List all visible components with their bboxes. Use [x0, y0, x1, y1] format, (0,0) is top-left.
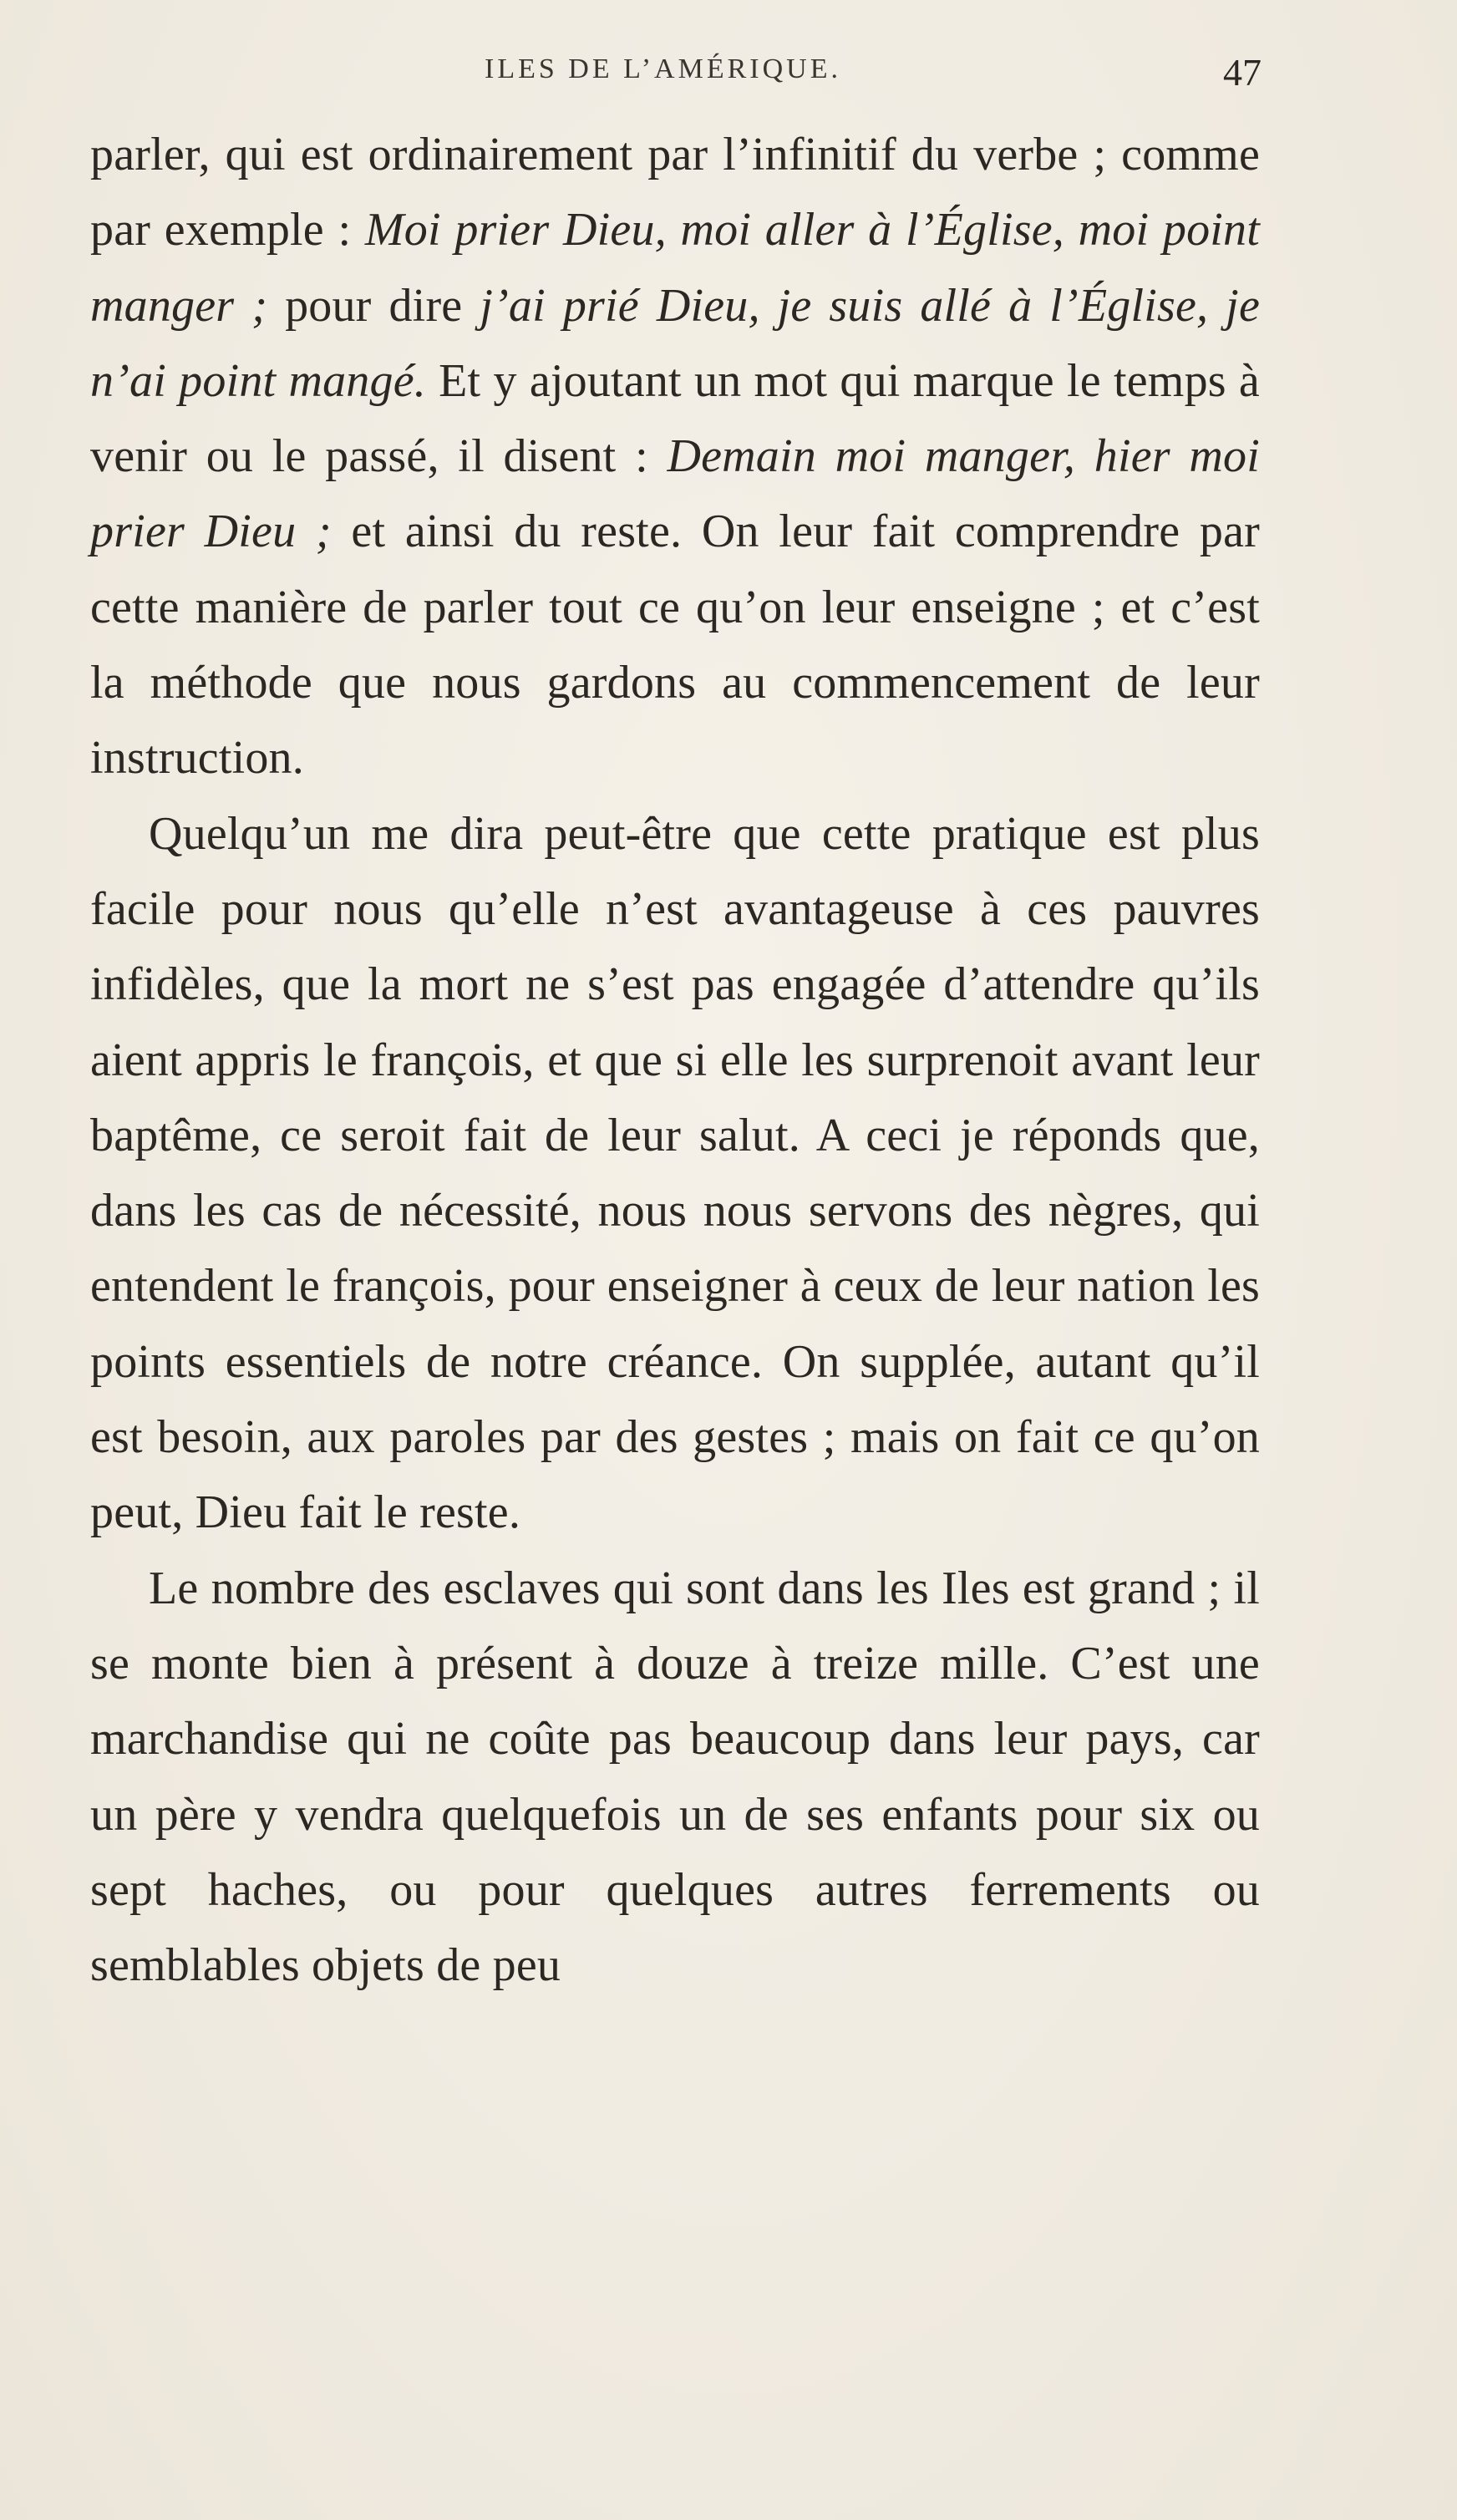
text-segment: Quelqu’un me dira peut-être que cette pratique est plus facile pour nous qu’elle n’est avantageuse à ces pauvres infidèles, que la mort ne s’est pas engagée d’attendre qu’ils aient appris le françois, et que si elle les surprenoit avant leur baptême, ce seroit fait de leur salut. A ceci je réponds que, dans les cas de nécessité, nous nous servons des nègres, qui entendent le françois, pour enseigner à ceux de leur nation les points essentiels de notre créance. On supplée, autant qu’il est besoin, aux paroles par des gestes ; mais on fait ce qu’on peut, Dieu fait le reste.: [90, 807, 1260, 1539]
text-segment: parler, qui est ordinairement par l’infinitif du verbe ; comme par exemple :: [90, 129, 1260, 257]
italic-segment: j’ai prié Dieu, je suis allé à l’Église, je n’ai point mangé.: [90, 279, 1260, 407]
text-segment: pour dire: [267, 279, 480, 332]
text-segment: Et y ajoutant un mot qui marque le temps à venir ou le passé, il disent :: [90, 354, 1260, 483]
text-segment: et ainsi du reste. On leur fait comprendre par cette manière de parler tout ce qu’on leur enseigne ; et c’est la méthode que nous gardons au commencement de leur instruction.: [90, 506, 1261, 785]
body-text: [90, 117, 1260, 2003]
running-title: ILES DE L’AMÉRIQUE.: [485, 53, 841, 84]
text-segment: Le nombre des esclaves qui sont dans les Iles est grand ; il se monte bien à présent à douze à treize mille. C’est une marchandise qui ne coûte pas beaucoup dans leur pays, car un père y vendra quelquefois un de ses enfants pour six ou sept haches, ou pour quelques autres ferrements ou semblables objets de peu: [90, 1562, 1260, 1992]
italic-segment: Demain moi manger, hier moi prier Dieu ;: [90, 430, 1260, 558]
paragraph-1: [90, 117, 1260, 796]
running-head: [92, 53, 1262, 104]
paragraph-3: [90, 1551, 1260, 2004]
paragraph-2: [90, 796, 1260, 1551]
page-number: 47: [1223, 51, 1262, 94]
italic-segment: Moi prier Dieu, moi aller à l’Église, moi point manger ;: [90, 204, 1260, 332]
